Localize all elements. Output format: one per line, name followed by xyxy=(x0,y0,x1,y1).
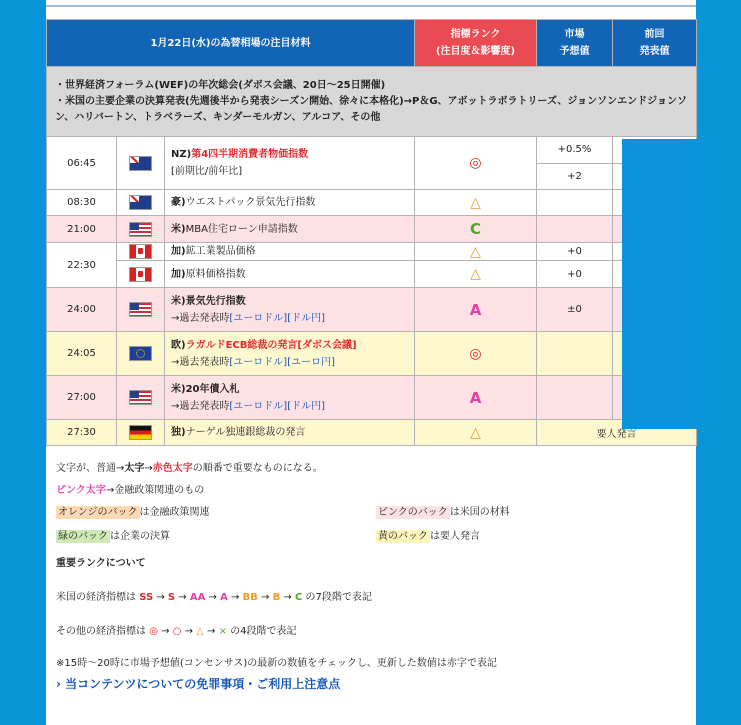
note-text: 米国の経済指標は xyxy=(56,592,136,603)
rank-cell xyxy=(415,216,537,243)
canada-flag-icon xyxy=(129,244,152,259)
indicator-cell xyxy=(165,243,415,261)
past-prefix: →過去発表時 xyxy=(171,400,230,412)
forecast-cell: +0 xyxy=(537,261,613,288)
note-text: は米国の材料 xyxy=(449,507,510,518)
germany-flag-icon xyxy=(129,425,152,440)
canada-flag-icon xyxy=(129,267,152,282)
indicator-cell xyxy=(165,288,415,332)
eurusd-link[interactable]: [ユーロドル] xyxy=(229,400,288,412)
indicator-cell xyxy=(165,190,415,216)
note-orange xyxy=(56,503,210,518)
rank-cell xyxy=(415,243,537,261)
eurjpy-link[interactable]: [ユーロ円] xyxy=(287,356,336,368)
eurusd-link[interactable]: [ユーロドル] xyxy=(229,312,288,324)
table-row xyxy=(47,420,697,446)
indicator-cell xyxy=(165,420,415,446)
previous-header-line1: 前回 xyxy=(644,29,665,40)
forecast-header-line2: 予想値 xyxy=(559,46,590,57)
flag-cell xyxy=(117,137,165,190)
note-pink xyxy=(376,503,510,518)
rank-mark: ◎ xyxy=(469,155,482,171)
rank-mark: C xyxy=(469,220,481,238)
flag-cell xyxy=(117,190,165,216)
disclaimer-link[interactable]: › 当コンテンツについての免罪事項・ご利用上注意点 xyxy=(56,677,341,691)
note-cell: 要人発言 xyxy=(537,420,697,446)
table-row xyxy=(47,243,697,261)
note-green xyxy=(56,527,170,542)
country-label: 独) xyxy=(171,427,186,438)
indicator-name: 第4四半期消費者物価指数 xyxy=(191,149,309,160)
rank-mark: △ xyxy=(470,194,481,211)
rank-s: S xyxy=(167,592,176,603)
rank-mark: A xyxy=(469,388,482,407)
rank-cell xyxy=(415,137,537,190)
rank-cell xyxy=(415,332,537,376)
redaction-overlay xyxy=(622,139,701,429)
table-row xyxy=(47,376,697,420)
indicator-sub: [前期比/前年比] xyxy=(171,166,243,177)
rank-header-label: 指標ランク xyxy=(450,29,501,40)
flag-cell xyxy=(117,420,165,446)
indicator-name: ラガルドECB総裁の発言[ダボス会議] xyxy=(185,339,357,351)
intro-cell xyxy=(47,67,697,137)
rank-cell xyxy=(415,261,537,288)
australia-flag-icon xyxy=(129,195,152,210)
country-label: 欧) xyxy=(171,339,186,351)
forecast-cell: +0.5% xyxy=(537,137,613,164)
top-divider xyxy=(46,5,696,7)
forecast-cell xyxy=(537,216,613,243)
time-cell: 24:00 xyxy=(47,288,117,332)
time-cell: 06:45 xyxy=(47,137,117,190)
rank-header xyxy=(415,20,537,67)
indicator-name: MBA住宅ローン申請指数 xyxy=(185,223,298,235)
note-text: は金融政策関連 xyxy=(139,507,210,518)
flag-cell xyxy=(117,216,165,243)
note-text: は企業の決算 xyxy=(110,531,170,542)
country-label: 米) xyxy=(171,295,186,307)
forecast-cell: ±0 xyxy=(537,288,613,332)
time-cell: 21:00 xyxy=(47,216,117,243)
time-cell: 27:30 xyxy=(47,420,117,446)
content-panel xyxy=(46,0,696,725)
flag-cell xyxy=(117,243,165,261)
table-row xyxy=(47,216,697,243)
country-label: NZ) xyxy=(171,149,192,160)
previous-header xyxy=(613,20,697,67)
other-rank-line: その他の経済指標は ◎ → ○ → △ → × の4段階で表記 xyxy=(56,626,297,637)
nz-flag-icon xyxy=(129,156,152,171)
forecast-header-line1: 市場 xyxy=(564,29,585,40)
rank-cell xyxy=(415,376,537,420)
note-text: その他の経済指標は xyxy=(56,626,146,637)
calendar-table xyxy=(46,19,697,446)
rank-c: C xyxy=(294,592,303,603)
rank-a: A xyxy=(220,592,228,603)
usdjpy-link[interactable]: [ドル円] xyxy=(287,400,326,412)
indicator-cell xyxy=(165,216,415,243)
note-text: は要人発言 xyxy=(430,531,480,542)
rank-mark: A xyxy=(469,300,482,319)
time-cell: 08:30 xyxy=(47,190,117,216)
forecast-cell xyxy=(537,376,613,420)
indicator-name: ナーゲル独連銀総裁の発言 xyxy=(185,427,306,438)
note-text: の7段階で表記 xyxy=(305,592,372,603)
previous-header-line2: 発表値 xyxy=(639,46,670,57)
note-pink-bold: ピンク太字 xyxy=(56,485,106,496)
rank-mark: △ xyxy=(470,424,481,441)
intro-row xyxy=(47,67,697,137)
forecast-cell: +2 xyxy=(537,163,613,190)
rank-cell xyxy=(415,288,537,332)
note-bold: 太字 xyxy=(124,463,145,474)
indicator-cell xyxy=(165,137,415,190)
orange-tag: オレンジのバック xyxy=(58,507,138,518)
country-label: 加) xyxy=(171,268,186,280)
rank-mark: △ xyxy=(470,266,481,282)
flag-cell xyxy=(117,332,165,376)
intro-item: ・米国の主要企業の決算発表(先週後半から発表シーズン開始、徐々に本格化)→P＆G、アボットラボラトリーズ、ジョンソンエンドジョンソン、ハリバートン、トラベラーズ、キンダーモルガン、アルコア、その他 xyxy=(55,95,687,123)
indicator-cell xyxy=(165,376,415,420)
table-row xyxy=(47,332,697,376)
country-label: 豪) xyxy=(171,197,186,208)
green-tag: 緑のバック xyxy=(58,531,108,542)
indicator-name: 鉱工業製品価格 xyxy=(185,246,256,257)
rank-double-circle: ◎ xyxy=(149,626,158,637)
note-text: →金融政策関連のもの xyxy=(105,485,205,496)
note-red-bold: 赤色太字 xyxy=(152,463,193,474)
past-prefix: →過去発表時 xyxy=(171,312,230,324)
flag-cell xyxy=(117,288,165,332)
time-cell: 27:00 xyxy=(47,376,117,420)
note-text: の順番で重要なものになる。 xyxy=(192,463,323,474)
forecast-header xyxy=(537,20,613,67)
time-cell: 22:30 xyxy=(47,243,117,288)
rank-circle: ○ xyxy=(172,626,182,637)
indicator-name: 景気先行指数 xyxy=(185,295,246,307)
forecast-cell xyxy=(537,332,613,376)
note-yellow xyxy=(376,527,480,542)
indicator-cell xyxy=(165,261,415,288)
pink-tag: ピンクのバック xyxy=(378,507,448,518)
flag-cell xyxy=(117,261,165,288)
note-line xyxy=(56,459,323,474)
note-line xyxy=(56,481,204,496)
indicator-cell xyxy=(165,332,415,376)
country-label: 加) xyxy=(171,246,186,257)
eurusd-link[interactable]: [ユーロドル] xyxy=(229,356,288,368)
us-flag-icon xyxy=(129,390,152,405)
us-rank-line: 米国の経済指標は SS → S → AA → A → BB → B → C の7段階で表記 xyxy=(56,592,372,603)
indicator-name: 20年債入札 xyxy=(185,383,240,395)
forecast-cell xyxy=(537,190,613,216)
rank-mark: ◎ xyxy=(469,345,482,362)
table-row xyxy=(47,261,697,288)
eu-flag-icon xyxy=(129,346,152,361)
intro-item: ・世界経済フォーラム(WEF)の年次総会(ダボス会議、20日～25日開催) xyxy=(55,79,386,91)
rank-section-title: 重要ランクについて xyxy=(56,558,146,569)
country-label: 米) xyxy=(171,223,186,235)
calendar-title: 1月22日(水)の為替相場の注目材料 xyxy=(47,20,415,67)
table-row xyxy=(47,190,697,216)
flag-cell xyxy=(117,376,165,420)
us-flag-icon xyxy=(129,222,152,237)
rank-triangle: △ xyxy=(196,626,204,637)
table-row xyxy=(47,137,697,164)
past-prefix: →過去発表時 xyxy=(171,356,230,368)
indicator-name: 原料価格指数 xyxy=(185,268,246,280)
time-cell: 24:05 xyxy=(47,332,117,376)
rank-aa: AA xyxy=(189,592,206,603)
rank-header-sublabel: (注目度＆影響度) xyxy=(435,46,516,57)
rank-cell xyxy=(415,420,537,446)
rank-b: B xyxy=(272,592,281,603)
country-label: 米) xyxy=(171,383,186,395)
note-text: の4段階で表記 xyxy=(230,626,297,637)
usdjpy-link[interactable]: [ドル円] xyxy=(287,312,326,324)
rank-ss: SS xyxy=(139,592,154,603)
note-text: 文字が、普通→ xyxy=(56,463,125,474)
footnote: ※15時～20時に市場予想値(コンセンサス)の最新の数値をチェックし、更新した数値は赤字で表記 xyxy=(56,658,497,669)
rank-bb: BB xyxy=(242,592,258,603)
yellow-tag: 黄のバック xyxy=(378,531,428,542)
us-flag-icon xyxy=(129,302,152,317)
table-row xyxy=(47,288,697,332)
rank-cross: × xyxy=(218,626,227,637)
forecast-cell: +0 xyxy=(537,243,613,261)
rank-cell xyxy=(415,190,537,216)
indicator-name: ウエストパック景気先行指数 xyxy=(185,197,316,208)
table-header xyxy=(47,20,697,67)
note-arrow: → xyxy=(144,463,153,474)
rank-mark: △ xyxy=(470,243,481,260)
